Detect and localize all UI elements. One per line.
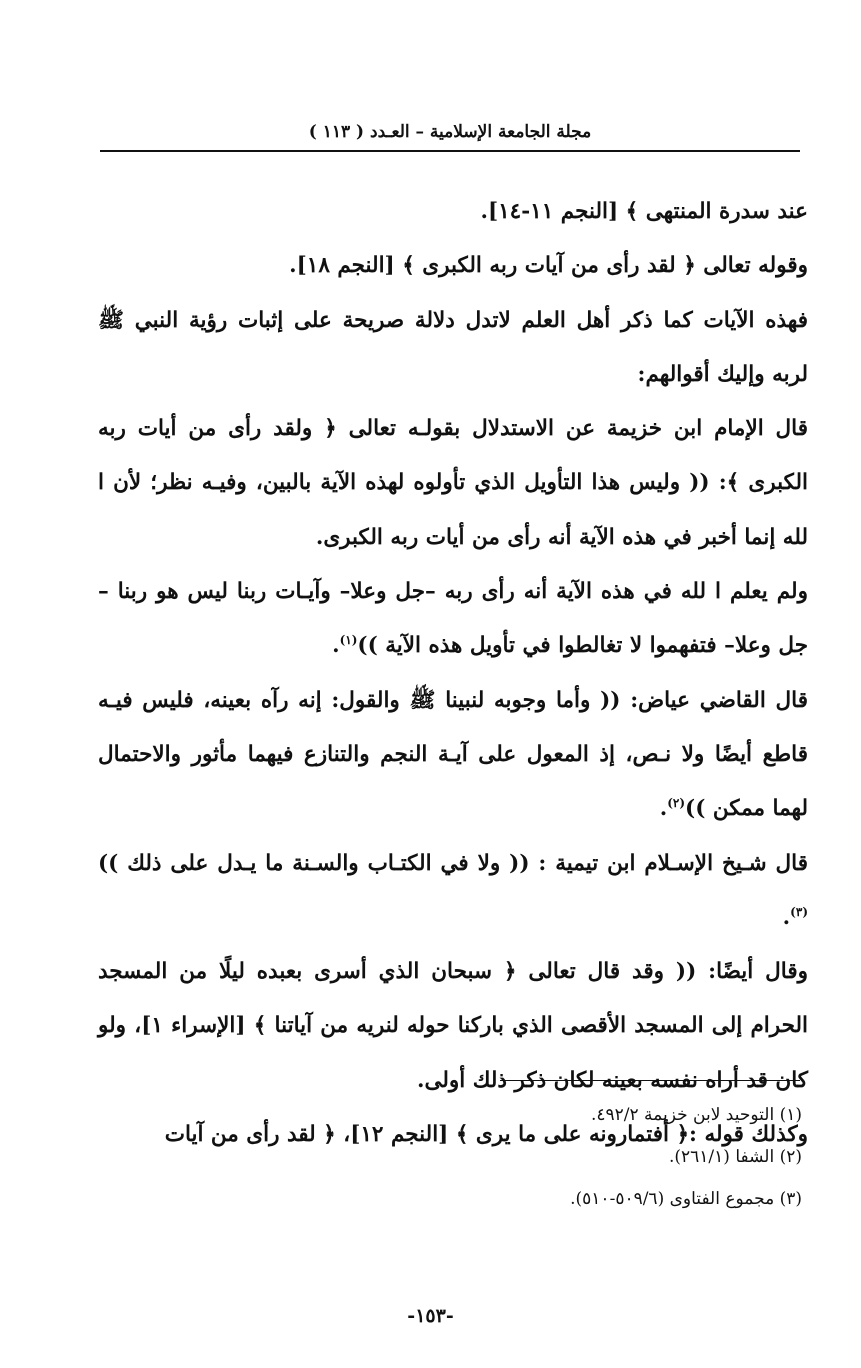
paragraph: قال القاضي عياض: (( وأما وجوبه لنبينا ﷺ والقول: إنه رآه بعينه، فليس فيـه قاطع أيضًا ولا نـص، إذ المعول على آيـة النجم والتنازع فيهما مأثور والاحتمال لهما ممكن ))$^{(٢)}$. — [98, 687, 808, 822]
paragraph: وقال أيضًا: (( وقد قال تعالى ﴿ سبحان الذي أسرى بعبده ليلًا من المسجد الحرام إلى المسجد الأقصى الذي باركنا حوله لنريه من آياتنا ﴾ [الإسراء ١]، ولو كان قد أراه نفسه بعينه لكان ذكر ذلك أولى. — [98, 959, 808, 1093]
page-number: -١٥٣- — [407, 1305, 454, 1327]
footnote-marker: (٢) — [667, 796, 686, 811]
paragraph-text: ولم يعلم ا لله في هذه الآية أنه رأى ربه –جل وعلا– وآيـات ربنا ليس هو ربنا –جل وعلا– فتفهموا لا تغالطوا في تأويل هذه الآية )) — [98, 579, 808, 659]
paragraph: قال الإمام ابن خزيمة عن الاستدلال بقولـه تعالى ﴿ ولقد رأى من أيات ربه الكبرى ﴾: (( وليس هذا التأويل الذي تأولوه لهذه الآية بالبين، وفيـه نظر؛ لأن ا لله إنما أخبر في هذه الآية أنه رأى من أيات ربه الكبرى. — [98, 416, 808, 550]
journal-header: مجلة الجامعة الإسلامية – العـدد ( ١١٣ ) — [308, 122, 592, 142]
paragraph-text: قال القاضي عياض: (( وأما وجوبه لنبينا ﷺ والقول: إنه رآه بعينه، فليس فيـه قاطع أيضًا ولا نـص، إذ المعول على آيـة النجم والتنازع فيهما مأثور والاحتمال لهما ممكن )) — [98, 687, 808, 822]
footnotes — [360, 1094, 802, 1220]
paragraph: ولم يعلم ا لله في هذه الآية أنه رأى ربه –جل وعلا– وآيـات ربنا ليس هو ربنا –جل وعلا– فتفهموا لا تغالطوا في تأويل هذه الآية ))$^{(١)}$. — [98, 579, 808, 659]
paragraph: قال شـيخ الإسـلام ابن تيمية : (( ولا في الكتـاب والسـنة ما يـدل على ذلك ))$^{(٣)}$. — [98, 850, 808, 930]
footnote-divider — [500, 1080, 800, 1081]
footnote: (٢) الشفا (٢٦١/١). — [668, 1147, 802, 1167]
header-divider — [100, 150, 800, 152]
paragraph: وكذلك قوله :﴿ أفتمارونه على ما يرى ﴾ [النجم ١٢]، ﴿ لقد رأى من آيات — [164, 1122, 808, 1148]
paragraph-text: قال شـيخ الإسـلام ابن تيمية : (( ولا في الكتـاب والسـنة ما يـدل على ذلك )) — [98, 850, 808, 876]
footnote-marker: (٣) — [790, 904, 808, 919]
paragraph: وقوله تعالى ﴿ لقد رأى من آيات ربه الكبرى ﴾ [النجم ١٨]. — [289, 253, 808, 279]
paragraph: فهذه الآيات كما ذكر أهل العلم لاتدل دلالة صريحة على إثبات رؤية النبي ﷺ لربه وإليك أقوالهم: — [98, 307, 808, 387]
footnote: (٣) مجموع الفتاوى (٥٠٩/٦-٥١٠). — [570, 1189, 802, 1209]
footnote: (١) التوحيد لابن خزيمة ٤٩٢/٢. — [590, 1105, 802, 1125]
main-text — [98, 185, 808, 1162]
footnote-marker: (١) — [339, 633, 358, 648]
paragraph: عند سدرة المنتهى ﴾ [النجم ١١-١٤]. — [480, 199, 808, 224]
